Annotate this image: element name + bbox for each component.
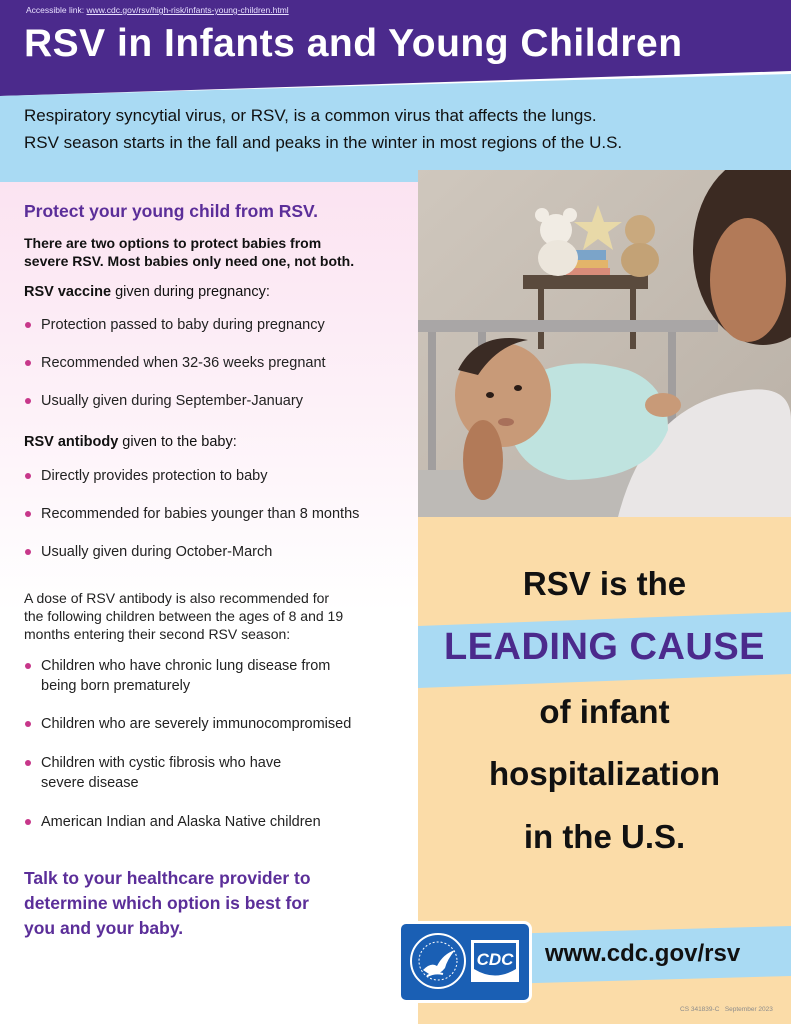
cdc-rsv-link[interactable]: www.cdc.gov/rsv [545,940,741,967]
accessible-link-label: Accessible link: [26,5,85,15]
bullet-icon [25,360,31,366]
options-line-1: There are two options to protect babies from [24,235,322,251]
antibody-label [24,434,237,450]
antibody-label-rest: given to the baby: [118,434,237,450]
list-item: Usually given during October-March [24,542,399,562]
intro-line-1: Respiratory syncytial virus, or RSV, is a common virus that affects the lungs. [24,106,597,125]
accessible-link-url[interactable]: www.cdc.gov/rsv/high-risk/infants-young-children.html [86,5,289,15]
accessible-link-line [26,5,289,15]
list-item: Recommended for babies younger than 8 months [24,504,399,524]
intro-line-2: RSV season starts in the fall and peaks in the winter in most regions of the U.S. [24,133,623,152]
hhs-seal-icon [409,932,467,990]
bullet-icon [25,819,31,825]
bullet-icon [25,549,31,555]
stat-line-3: of infant [539,693,670,730]
hhs-cdc-logo [398,921,532,1003]
list-item: American Indian and Alaska Native children [24,812,399,832]
talk-to-provider-text: Talk to your healthcare provider to determine which option is best for you and your baby. [24,868,311,938]
intro-text [24,102,774,156]
document-code: CS 341839-C September 2023 [680,1006,773,1013]
cdc-logo-text: CDC [476,950,514,969]
cdc-logo-icon [469,938,521,984]
protect-heading: Protect your young child from RSV. [24,201,318,221]
vaccine-label [24,284,270,300]
bullet-icon [25,398,31,404]
vaccine-label-rest: given during pregnancy: [111,284,270,300]
list-item: Recommended when 32-36 weeks pregnant [24,353,399,373]
list-item: Protection passed to baby during pregnancy [24,315,399,335]
leading-cause-text: LEADING CAUSE [443,626,766,668]
bullet-icon [25,473,31,479]
page-title: RSV in Infants and Young Children [24,22,683,65]
stat-line-5: in the U.S. [523,818,686,855]
bullet-icon [25,511,31,517]
photo-illustration [418,170,791,517]
bullet-icon [25,663,31,669]
bullet-icon [25,322,31,328]
stat-line-4: hospitalization [489,755,720,792]
options-line-2: severe RSV. Most babies only need one, not both. [24,253,355,269]
vaccine-label-bold: RSV vaccine [24,284,112,300]
bullet-icon [25,721,31,727]
antibody-label-bold: RSV antibody [24,434,119,450]
list-item: Children with cystic fibrosis who have severe disease [24,753,399,793]
options-text [24,234,404,270]
list-item: Directly provides protection to baby [24,466,399,486]
dose-text: A dose of RSV antibody is also recommended for the following children between the ages of 8 and 19 months entering their second RSV season: [24,590,344,642]
list-item: Children who have chronic lung disease from being born prematurely [24,656,399,696]
list-item: Children who are severely immunocompromised [24,714,399,734]
bullet-icon [25,760,31,766]
mother-baby-photo [418,170,791,517]
stat-line-1: RSV is the [522,565,687,602]
list-item: Usually given during September-January [24,391,399,411]
